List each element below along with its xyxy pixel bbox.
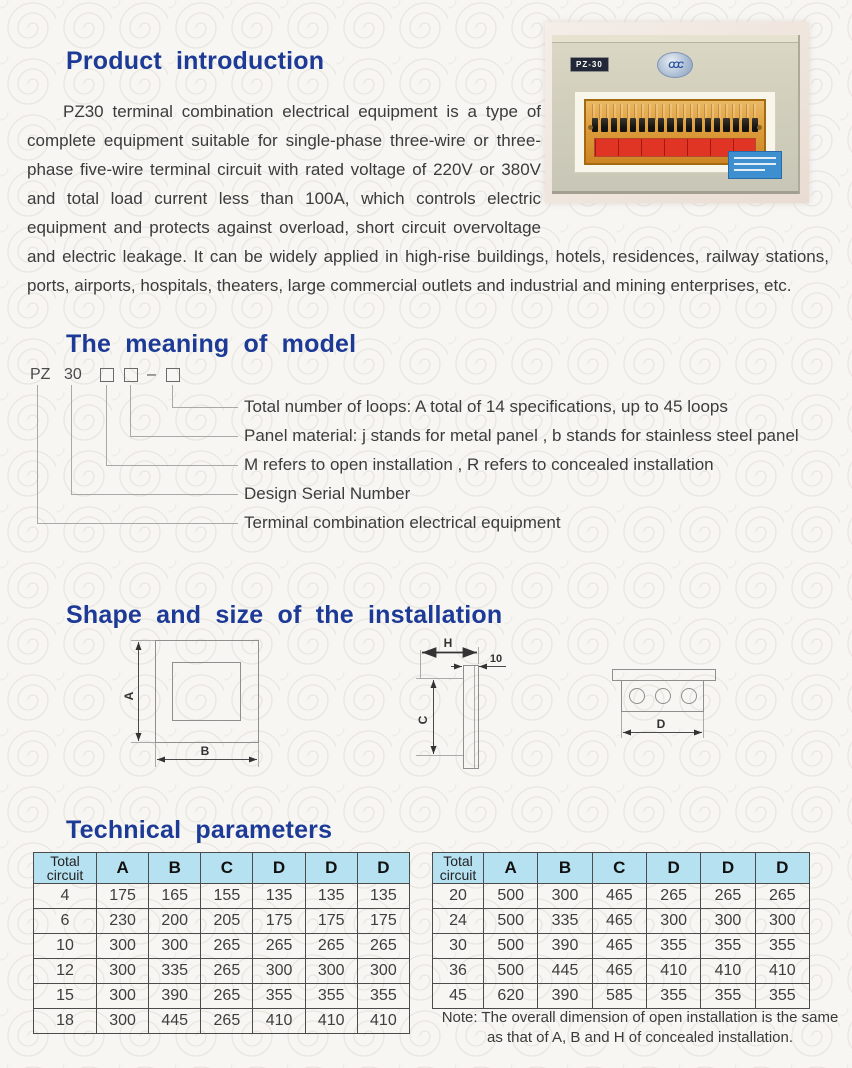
screw-icon [588, 125, 593, 130]
breaker-toggle [714, 118, 720, 132]
model-label-installation-type: M refers to open installation , R refers to concealed installation [244, 455, 714, 474]
table-cell: 410 [357, 1009, 409, 1034]
table-cell: 165 [149, 884, 201, 909]
table-cell: 265 [646, 884, 700, 909]
table-cell: 300 [646, 909, 700, 934]
table-cell: 355 [701, 984, 755, 1009]
installation-drawings [0, 620, 852, 805]
table-cell: 500 [484, 934, 538, 959]
table-cell: 585 [592, 984, 646, 1009]
table-header-row [34, 853, 410, 884]
table-row [433, 959, 810, 984]
table-cell: 410 [646, 959, 700, 984]
breaker-toggle [601, 118, 607, 132]
breaker-toggle [705, 118, 711, 132]
table-cell: 4 [34, 884, 97, 909]
table-cell: 300 [701, 909, 755, 934]
model-label-terminal-equipment: Terminal combination electrical equipment [244, 513, 561, 532]
dim-label-H: H [443, 636, 453, 650]
parameters-table-right [432, 852, 810, 1009]
dim-label-D: D [656, 717, 666, 731]
dim-label-C: C [416, 715, 430, 725]
table-cell: 355 [305, 984, 357, 1009]
model-placeholder-box [124, 368, 138, 382]
table-cell: 300 [253, 959, 305, 984]
column-header: B [538, 853, 592, 884]
dim-label-B: B [200, 744, 210, 758]
breaker-toggle [620, 118, 626, 132]
column-header: Total circuit [34, 853, 97, 884]
breaker-toggle [611, 118, 617, 132]
section-heading-shape-and-size: Shape and size of the installation [66, 600, 503, 629]
column-header: D [701, 853, 755, 884]
table-cell: 355 [646, 934, 700, 959]
model-label-loops: Total number of loops: A total of 14 specifications, up to 45 loops [244, 397, 728, 416]
table-cell: 355 [253, 984, 305, 1009]
table-cell: 265 [305, 934, 357, 959]
table-cell: 300 [305, 959, 357, 984]
table-cell: 265 [201, 1009, 253, 1034]
table-header-row [433, 853, 810, 884]
table-cell: 135 [305, 884, 357, 909]
sticker-text-line [734, 169, 765, 171]
table-row [433, 984, 810, 1009]
table-cell: 265 [201, 959, 253, 984]
table-cell: 500 [484, 959, 538, 984]
table-cell: 18 [34, 1009, 97, 1034]
table-note-line2: as that of A, B and H of concealed installation. [486, 1029, 794, 1046]
table-cell: 355 [755, 984, 809, 1009]
breaker-toggle [639, 118, 645, 132]
column-header: D [253, 853, 305, 884]
table-row [34, 934, 410, 959]
table-row [34, 884, 410, 909]
table-cell: 355 [701, 934, 755, 959]
table-cell: 300 [97, 934, 149, 959]
table-cell: 410 [701, 959, 755, 984]
table-cell: 410 [253, 1009, 305, 1034]
breaker-toggle [648, 118, 654, 132]
spec-sticker [728, 151, 782, 179]
table-cell: 445 [149, 1009, 201, 1034]
model-code-serial: 30 [64, 366, 82, 383]
model-code-dash: – [147, 366, 156, 383]
table-row [34, 984, 410, 1009]
table-cell: 300 [149, 934, 201, 959]
table-cell: 355 [755, 934, 809, 959]
table-cell: 135 [357, 884, 409, 909]
table-cell: 390 [149, 984, 201, 1009]
product-photo [545, 22, 809, 203]
table-cell: 445 [538, 959, 592, 984]
table-cell: 175 [253, 909, 305, 934]
dim-label-A: A [122, 691, 136, 701]
breaker-toggle [592, 118, 598, 132]
front-view-drawing [122, 641, 259, 768]
table-cell: 465 [592, 884, 646, 909]
table-cell: 15 [34, 984, 97, 1009]
table-note [430, 1008, 850, 1048]
table-cell: 410 [755, 959, 809, 984]
table-cell: 135 [253, 884, 305, 909]
table-cell: 265 [201, 984, 253, 1009]
column-header: B [149, 853, 201, 884]
table-cell: 265 [201, 934, 253, 959]
breaker-row [592, 115, 758, 132]
column-header: D [305, 853, 357, 884]
table-cell: 390 [538, 934, 592, 959]
model-placeholder-box [166, 368, 180, 382]
table-note-line1: Note: The overall dimension of open installation is the same [441, 1009, 839, 1026]
table-cell: 155 [201, 884, 253, 909]
distribution-box-case [552, 35, 800, 194]
table-cell: 390 [538, 984, 592, 1009]
model-label-design-serial: Design Serial Number [244, 484, 411, 503]
case-top-lip [552, 35, 798, 43]
table-cell: 335 [149, 959, 201, 984]
table-cell: 10 [34, 934, 97, 959]
section-heading-product-introduction: Product introduction [66, 46, 325, 75]
model-code-prefix: PZ [30, 366, 51, 383]
table-row [34, 1009, 410, 1034]
table-cell: 335 [538, 909, 592, 934]
table-cell: 300 [357, 959, 409, 984]
table-cell: 620 [484, 984, 538, 1009]
table-cell: 12 [34, 959, 97, 984]
table-row [433, 909, 810, 934]
intro-paragraph-text: PZ30 terminal combination electrical equipment is a type of complete equipment suitable for single-phase three-wire or three-phase five-wire terminal circuit with rated voltage of 220V or 380V and total load current less than 100A, which controls electric equipment and protects against overload, short circuit overvoltage and electric leakage. It can be widely applied in high-rise buildings, hotels, residences, railway stations, ports, airports, hospitals, theaters, large commercial outlets and industrial and mining enterprises, etc. [27, 102, 829, 295]
column-header: C [592, 853, 646, 884]
column-header: C [201, 853, 253, 884]
model-placeholder-box [100, 368, 114, 382]
table-cell: 265 [755, 884, 809, 909]
side-view-drawing [416, 636, 506, 769]
table-cell: 265 [357, 934, 409, 959]
breaker-toggle [695, 118, 701, 132]
table-cell: 265 [253, 934, 305, 959]
table-cell: 300 [97, 959, 149, 984]
column-header: Total circuit [433, 853, 484, 884]
table-cell: 355 [646, 984, 700, 1009]
column-header: A [97, 853, 149, 884]
model-label-panel-material: Panel material: j stands for metal panel , b stands for stainless steel panel [244, 426, 799, 445]
breaker-toggle [658, 118, 664, 132]
table-cell: 465 [592, 909, 646, 934]
table-cell: 205 [201, 909, 253, 934]
screw-icon [757, 125, 762, 130]
parameters-table-left [33, 852, 410, 1034]
table-row [34, 959, 410, 984]
table-row [433, 934, 810, 959]
column-header: D [646, 853, 700, 884]
column-header: D [755, 853, 809, 884]
table-cell: 24 [433, 909, 484, 934]
table-cell: 200 [149, 909, 201, 934]
dim-label-10: 10 [489, 653, 503, 665]
table-cell: 300 [755, 909, 809, 934]
table-cell: 20 [433, 884, 484, 909]
sticker-text-line [734, 157, 776, 159]
table-cell: 500 [484, 884, 538, 909]
table-row [34, 909, 410, 934]
section-heading-technical-parameters: Technical parameters [66, 815, 333, 844]
table-cell: 265 [701, 884, 755, 909]
breaker-toggle [630, 118, 636, 132]
table-cell: 465 [592, 959, 646, 984]
breaker-toggle [723, 118, 729, 132]
table-row [433, 884, 810, 909]
table-cell: 36 [433, 959, 484, 984]
table-cell: 30 [433, 934, 484, 959]
table-cell: 300 [97, 1009, 149, 1034]
table-cell: 175 [97, 884, 149, 909]
table-cell: 500 [484, 909, 538, 934]
table-cell: 355 [357, 984, 409, 1009]
table-cell: 230 [97, 909, 149, 934]
table-cell: 465 [592, 934, 646, 959]
table-cell: 300 [538, 884, 592, 909]
section-heading-meaning-of-model: The meaning of model [66, 329, 357, 358]
column-header: D [357, 853, 409, 884]
breaker-toggle [667, 118, 673, 132]
breaker-toggle [733, 118, 739, 132]
ccc-certification-logo: CCC [657, 52, 693, 78]
column-header: A [484, 853, 538, 884]
breaker-toggle [677, 118, 683, 132]
table-cell: 45 [433, 984, 484, 1009]
table-cell: 6 [34, 909, 97, 934]
table-cell: 175 [357, 909, 409, 934]
table-cell: 300 [97, 984, 149, 1009]
top-view-drawing [613, 670, 716, 739]
breaker-toggle [742, 118, 748, 132]
breaker-toggle [686, 118, 692, 132]
model-plate-label: PZ-30 [570, 57, 609, 72]
sticker-text-line [734, 163, 776, 165]
table-cell: 410 [305, 1009, 357, 1034]
table-cell: 175 [305, 909, 357, 934]
